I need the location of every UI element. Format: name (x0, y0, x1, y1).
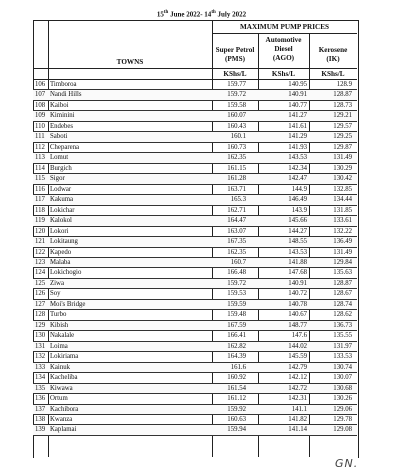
table-title: MAXIMUM PUMP PRICES (239, 23, 330, 31)
ago-price: 142.79 (288, 363, 307, 371)
table-row (33, 101, 357, 111)
row-number: 109 (35, 112, 46, 120)
ago-price: 140.67 (288, 311, 307, 319)
table-row (33, 342, 357, 352)
town-name: Lokori (50, 227, 69, 235)
pms-price: 163.71 (227, 185, 246, 193)
table-row (33, 289, 357, 299)
row-number: 134 (35, 374, 46, 382)
pms-price: 166.41 (227, 332, 246, 340)
row-number: 137 (35, 405, 46, 413)
table-row (33, 206, 357, 216)
ik-price: 128.87 (333, 279, 352, 287)
pms-price: 162.35 (227, 154, 246, 162)
town-name: Lokichogio (50, 269, 82, 277)
ik-price: 135.55 (333, 332, 352, 340)
ik-price: 129.06 (333, 405, 352, 413)
row-number: 118 (35, 206, 45, 214)
ago-price: 143.9 (291, 206, 307, 214)
ago-price: 141.82 (288, 416, 307, 423)
row-number: 123 (35, 258, 46, 266)
ik-price: 131.85 (333, 206, 352, 214)
ik-price: 130.68 (333, 384, 352, 392)
ago-price: 142.72 (288, 384, 307, 392)
ago-price: 147.68 (288, 269, 307, 277)
row-number: 121 (35, 238, 46, 246)
table-row (33, 237, 357, 247)
handwritten-initials: GN. (335, 457, 359, 470)
pms-price: 159.53 (227, 290, 246, 298)
ago-header-line1: Automotive (265, 36, 302, 44)
row-number: 116 (35, 185, 45, 193)
pms-price: 159.77 (227, 81, 246, 88)
pms-price: 164.39 (227, 353, 246, 361)
ik-price: 133.53 (333, 353, 352, 361)
row-number: 114 (35, 164, 45, 172)
ago-price: 140.78 (288, 300, 307, 308)
table-row (33, 321, 357, 331)
row-number: 106 (35, 81, 46, 88)
town-name: Kiminini (50, 112, 75, 120)
pms-price: 159.92 (227, 405, 246, 413)
ago-header-line2: Diesel (274, 45, 293, 53)
town-name: Loima (50, 342, 68, 350)
table-row (33, 248, 357, 258)
ik-price: 129.25 (333, 133, 352, 141)
town-name: Soy (50, 290, 61, 298)
pms-price: 165.3 (230, 196, 246, 204)
row-number: 133 (35, 363, 46, 371)
pms-price: 162.71 (227, 206, 246, 214)
row-number: 128 (35, 311, 46, 319)
town-name: Kaplamai (50, 426, 77, 434)
ik-price: 130.07 (333, 374, 352, 382)
town-name: Saboti (50, 133, 68, 141)
ago-price: 141.14 (288, 426, 307, 434)
row-number: 126 (35, 290, 46, 298)
table-row (33, 331, 357, 341)
ik-price: 128.62 (333, 311, 352, 319)
pms-price: 167.35 (227, 238, 246, 246)
table-row (33, 143, 357, 153)
price-rows (33, 80, 357, 436)
table-row (33, 216, 357, 226)
row-number: 110 (35, 122, 45, 130)
pms-price: 159.72 (227, 279, 246, 287)
ik-price: 129.84 (333, 258, 352, 266)
pms-price: 166.48 (227, 269, 246, 277)
pms-price: 162.82 (227, 342, 246, 350)
ago-price: 143.53 (288, 248, 307, 256)
ago-price: 140.91 (288, 91, 307, 99)
ago-price: 142.31 (288, 395, 307, 403)
pms-price: 160.92 (227, 374, 246, 382)
row-number: 136 (35, 395, 46, 403)
pms-price: 159.72 (227, 91, 246, 99)
ago-price: 141.29 (288, 133, 307, 141)
town-name: Lomut (50, 154, 69, 162)
table-row (33, 227, 357, 237)
table-row (33, 195, 357, 205)
table-row (33, 405, 357, 415)
town-name: Kacheliba (50, 374, 78, 382)
ago-price: 141.27 (288, 112, 307, 120)
pms-price: 159.59 (227, 300, 246, 308)
row-number: 135 (35, 384, 46, 392)
ago-price: 141.1 (291, 405, 307, 413)
ago-price: 140.91 (288, 279, 307, 287)
ik-price: 132.22 (333, 227, 352, 235)
ik-price: 131.49 (333, 154, 352, 162)
row-number: 122 (35, 248, 46, 256)
pms-price: 160.7 (230, 258, 246, 266)
row-number: 119 (35, 217, 45, 225)
table-row (33, 132, 357, 142)
town-name: Kalokol (50, 217, 72, 225)
row-number: 112 (35, 143, 45, 151)
ik-price: 130.29 (333, 164, 352, 172)
pms-price: 163.07 (227, 227, 246, 235)
table-row (33, 268, 357, 278)
row-number: 113 (35, 154, 45, 162)
table-row (33, 90, 357, 100)
ik-price: 128.9 (336, 81, 352, 88)
town-name: Lokiriama (50, 353, 79, 361)
table-row (33, 153, 357, 163)
pms-price: 160.73 (227, 143, 246, 151)
ago-price: 142.12 (288, 374, 307, 382)
row-number: 107 (35, 91, 46, 99)
table-row (33, 174, 357, 184)
pms-unit: KShs/L (223, 70, 247, 78)
ik-price: 129.08 (333, 426, 352, 434)
row-number: 125 (35, 279, 46, 287)
table-row (33, 111, 357, 121)
table-row (33, 363, 357, 373)
row-number: 120 (35, 227, 46, 235)
ik-price: 136.49 (333, 238, 352, 246)
ik-price: 130.74 (333, 363, 352, 371)
ik-price: 128.73 (333, 101, 352, 109)
town-name: Nandi Hills (50, 91, 82, 99)
pms-price: 161.6 (230, 363, 246, 371)
pms-header-line1: Super Petrol (215, 46, 255, 54)
ik-header-line1: Kerosene (318, 46, 348, 54)
town-name: Kibish (50, 321, 69, 329)
town-name: Kiwawa (50, 384, 73, 392)
ago-price: 142.34 (288, 164, 307, 172)
ik-price: 128.74 (333, 300, 352, 308)
ago-price: 140.95 (288, 81, 307, 88)
table-row (33, 373, 357, 383)
ik-price: 134.44 (333, 196, 352, 204)
ago-price: 140.72 (288, 290, 307, 298)
row-number: 132 (35, 353, 46, 361)
ik-price: 135.63 (333, 269, 352, 277)
ik-header-line2: (IK) (326, 55, 340, 63)
row-number: 131 (35, 342, 46, 350)
row-number: 111 (35, 133, 45, 141)
town-name: Cheparena (50, 143, 80, 151)
ago-price: 141.93 (288, 143, 307, 151)
ago-price: 141.88 (288, 258, 307, 266)
ago-price: 143.53 (288, 154, 307, 162)
table-row (33, 279, 357, 289)
row-number: 115 (35, 175, 45, 183)
ik-price: 129.78 (333, 416, 352, 423)
town-name: Kaiboi (50, 101, 69, 109)
town-name: Kainuk (50, 363, 71, 371)
table-row (33, 80, 357, 90)
town-name: Kachibora (50, 405, 79, 413)
table-row (33, 258, 357, 268)
table-row (33, 425, 357, 435)
ago-unit: KShs/L (271, 70, 296, 78)
pms-price: 161.54 (227, 384, 246, 392)
ik-price: 130.42 (333, 175, 352, 183)
ago-price: 147.6 (291, 332, 307, 340)
row-number: 139 (35, 426, 46, 434)
pms-price: 161.15 (227, 164, 246, 172)
row-number: 117 (35, 196, 45, 204)
town-name: Kakuma (50, 196, 74, 204)
pms-price: 160.43 (227, 122, 246, 130)
ik-price: 129.21 (333, 112, 352, 120)
town-name: Malaba (50, 258, 71, 266)
ik-price: 131.49 (333, 248, 352, 256)
table-row (33, 394, 357, 404)
pms-price: 160.63 (227, 416, 246, 423)
ago-price: 141.61 (288, 122, 307, 130)
pms-header-line2: (PMS) (225, 55, 245, 63)
ik-price: 133.61 (333, 217, 352, 225)
ago-price: 148.77 (288, 321, 307, 329)
pms-price: 167.59 (227, 321, 246, 329)
pms-price: 162.35 (227, 248, 246, 256)
ago-price: 144.02 (288, 342, 307, 350)
pms-price: 160.1 (230, 133, 246, 141)
ik-unit: KShs/L (321, 70, 345, 78)
town-name: Nakalale (50, 332, 75, 340)
row-number: 124 (35, 269, 46, 277)
pms-price: 161.12 (227, 395, 246, 403)
table-row (33, 122, 357, 132)
table-row (33, 164, 357, 174)
ago-price: 144.9 (291, 185, 307, 193)
ago-price: 146.49 (288, 196, 307, 204)
pms-price: 161.28 (227, 175, 246, 183)
town-name: Burgich (50, 164, 72, 172)
ik-price: 132.85 (333, 185, 352, 193)
town-name: Moi's Bridge (50, 300, 86, 308)
table-row (33, 384, 357, 394)
ago-price: 145.66 (288, 217, 307, 225)
town-name: Ziwa (50, 279, 64, 287)
pms-price: 160.07 (227, 112, 246, 120)
table-row (33, 352, 357, 362)
town-name: Timboroa (50, 81, 77, 88)
town-name: Kapedo (50, 248, 72, 256)
table-row (33, 300, 357, 310)
ago-price: 148.55 (288, 238, 307, 246)
ago-header (258, 36, 309, 63)
towns-header: TOWNS (116, 58, 144, 66)
ik-price: 136.73 (333, 321, 352, 329)
ik-price: 128.87 (333, 91, 352, 99)
ago-price: 140.77 (288, 101, 307, 109)
town-name: Kwanza (50, 416, 73, 423)
town-name: Sigor (50, 175, 65, 183)
pms-header (212, 46, 258, 64)
town-name: Ortum (50, 395, 68, 403)
ik-price: 129.57 (333, 122, 352, 130)
row-number: 130 (35, 332, 46, 340)
ik-price: 131.97 (333, 342, 352, 350)
town-name: Lokichar (50, 206, 75, 214)
pms-price: 159.94 (227, 426, 246, 434)
table-row (33, 185, 357, 195)
ik-price: 129.87 (333, 143, 352, 151)
date-range: 15th June 2022- 14th July 2022 (156, 10, 247, 19)
ik-header (309, 46, 357, 64)
row-number: 127 (35, 300, 46, 308)
ik-price: 128.67 (333, 290, 352, 298)
table-row (33, 415, 357, 425)
ik-price: 130.26 (333, 395, 352, 403)
town-name: Lokitaung (50, 238, 78, 246)
table-row (33, 310, 357, 320)
row-number: 129 (35, 321, 46, 329)
ago-price: 142.47 (288, 175, 307, 183)
ago-price: 144.27 (288, 227, 307, 235)
pms-price: 164.47 (227, 217, 246, 225)
pms-price: 159.48 (227, 311, 246, 319)
title-divider (212, 33, 357, 34)
ago-header-line3: (AGO) (272, 54, 295, 62)
town-name: Lodwar (50, 185, 72, 193)
town-name: Turbo (50, 311, 67, 319)
town-name: Endebes (50, 122, 74, 130)
row-number: 138 (35, 416, 46, 423)
ago-price: 145.59 (288, 353, 307, 361)
pms-price: 159.58 (227, 101, 246, 109)
row-number: 108 (35, 101, 46, 109)
